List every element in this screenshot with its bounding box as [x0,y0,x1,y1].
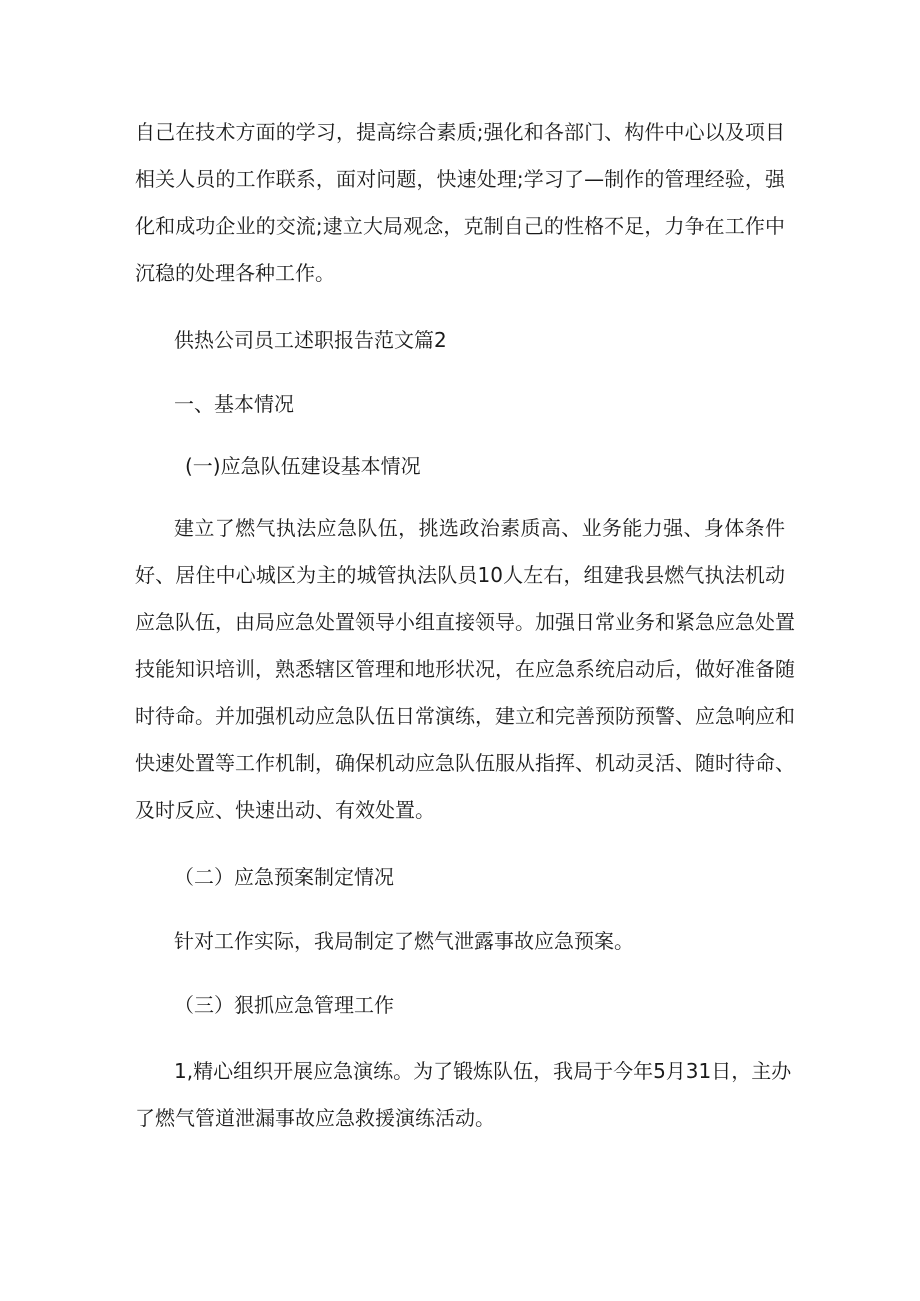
team-paragraph-line-6: 快速处置等工作机制，确保机动应急队伍服从指挥、机动灵活、随时待命、 [135,751,795,775]
intro-paragraph-line-4: 沉稳的处理各种工作。 [135,261,335,285]
team-paragraph-line-7: 及时反应、快速出动、有效处置。 [135,798,435,822]
intro-paragraph-line-1: 自己在技术方面的学习，提高综合素质;强化和各部门、构件中心以及项目 [135,120,785,144]
drill-paragraph-line-1: 1,精心组织开展应急演练。为了锻炼队伍，我局于今年5月31日，主办 [174,1059,792,1083]
team-paragraph-line-5: 时待命。并加强机动应急队伍日常演练，建立和完善预防预警、应急响应和 [135,704,795,728]
subsection-one-heading: (一)应急队伍建设基本情况 [185,454,421,478]
team-paragraph-line-2: 好、居住中心城区为主的城管执法队员10人左右，组建我县燃气执法机动 [135,563,785,587]
article-title: 供热公司员工述职报告范文篇2 [174,328,447,352]
team-paragraph-line-4: 技能知识培训，熟悉辖区管理和地形状况，在应急系统启动后，做好准备随 [135,657,795,681]
team-paragraph-line-1: 建立了燃气执法应急队伍，挑选政治素质高、业务能力强、身体条件 [174,516,785,540]
intro-paragraph-line-2: 相关人员的工作联系，面对问题，快速处理;学习了—制作的管理经验，强 [135,167,785,191]
plan-paragraph: 针对工作实际，我局制定了燃气泄露事故应急预案。 [174,929,634,953]
section-one-heading: 一、基本情况 [174,392,294,416]
subsection-three-heading: （三）狠抓应急管理工作 [174,993,394,1017]
subsection-two-heading: （二）应急预案制定情况 [174,865,394,889]
drill-paragraph-line-2: 了燃气管道泄漏事故应急救援演练活动。 [135,1106,495,1130]
team-paragraph-line-3: 应急队伍，由局应急处置领导小组直接领导。加强日常业务和紧急应急处置 [135,610,795,634]
intro-paragraph-line-3: 化和成功企业的交流;逮立大局观念，克制自己的性格不足，力争在工作中 [135,214,785,238]
